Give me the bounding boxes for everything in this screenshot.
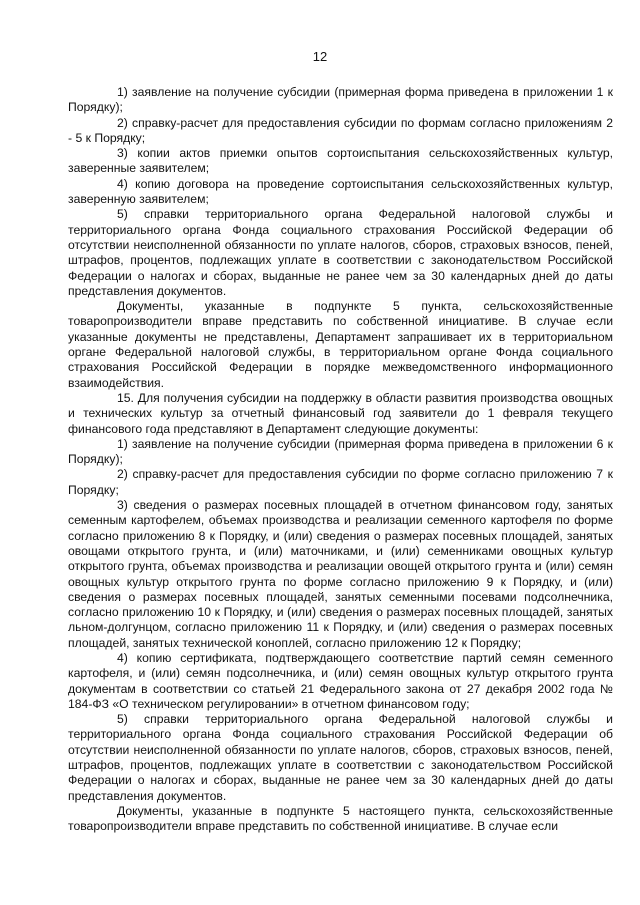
page-number: 12 — [312, 49, 328, 64]
paragraph-item-5-tax-certificates: 5) справки территориального органа Федеральной налоговой службы и территориального органа Фонда социального страхования Российской Федерации об отсутствии неисполненной обязанности по уплате налогов, сборов, страховых взносов, пеней, штрафов, процентов, подлежащих уплате в соответствии с законодательством Российской Федерации о налогах и сборах, выданные не ранее чем за 30 календарных дней до даты представления документов. — [68, 207, 613, 298]
paragraph-s15-item-3-sown-areas: 3) сведения о размерах посевных площадей в отчетном финансовом году, занятых семенным картофелем, объемах производства и реализации семенного картофеля по форме согласно приложению 8 к Порядку, и (или) сведения о размерах посевных площадей, занятых овощами открытого грунта, и (или) маточниками, и (или) семенниками овощных культур открытого грунта, объемах производства и реализации овощей открытого грунта и (или) семян овощных культур открытого грунта по форме согласно приложению 9 к Порядку, и (или) сведения о размерах посевных площадей, занятых семенными посевами подсолнечника, согласно приложению 10 к Порядку, и (или) сведения о размерах посевных площадей, занятых льном-долгунцом, согласно приложению 11 к Порядку, и (или) сведения о размерах посевных площадей, занятых технической коноплей, согласно приложению 12 к Порядку; — [68, 498, 613, 650]
document-body — [68, 85, 613, 835]
paragraph-item-1-application: 1) заявление на получение субсидии (примерная форма приведена в приложении 1 к Порядку); — [68, 85, 613, 115]
paragraph-s15-item-4-certificate: 4) копию сертификата, подтверждающего соответствие партий семян семенного картофеля, и (или) семян подсолнечника, и (или) семян овощных культур открытого грунта документам в соответствии со статьей 21 Федерального закона от 27 декабря 2002 года № 184-ФЗ «О техническом регулировании» в отчетном финансовом году; — [68, 650, 613, 711]
paragraph-s15-item-1-application: 1) заявление на получение субсидии (примерная форма приведена в приложении 6 к Порядку); — [68, 436, 613, 467]
paragraph-item-4-contract-copy: 4) копию договора на проведение сортоиспытания сельскохозяйственных культур, заверенную заявителем; — [68, 176, 613, 207]
paragraph-s15-item-2-calculation: 2) справку-расчет для предоставления субсидии по форме согласно приложению 7 к Порядку; — [68, 467, 613, 497]
paragraph-s15-item-5-tax-certificates: 5) справки территориального органа Федеральной налоговой службы и территориального органа Фонда социального страхования Российской Федерации об отсутствии неисполненной обязанности по уплате налогов, сборов, страховых взносов, пеней, штрафов, процентов, подлежащих уплате в соответствии с законодательством Российской Федерации о налогах и сборах, выданные не ранее чем за 30 календарных дней до даты представления документов. — [68, 712, 613, 803]
paragraph-item-2-calculation: 2) справку-расчет для предоставления субсидии по формам согласно приложениям 2 - 5 к Порядку; — [68, 115, 613, 145]
paragraph-section-15: 15. Для получения субсидии на поддержку в области развития производства овощных и технических культур за отчетный финансовый год заявители до 1 февраля текущего финансового года представляют в Департамент следующие документы: — [68, 390, 613, 436]
paragraph-s15-documents-initiative: Документы, указанные в подпункте 5 настоящего пункта, сельскохозяйственные товаропроизводители вправе представить по собственной инициативе. В случае если — [68, 803, 613, 834]
paragraph-documents-initiative: Документы, указанные в подпункте 5 пункта, сельскохозяйственные товаропроизводители вправе представить по собственной инициативе. В случае если указанные документы не представлены, Департамент запрашивает их в территориальном органе Федеральной налоговой службы, в территориальном органе Фонда социального страхования Российской Федерации в порядке межведомственного информационного взаимодействия. — [68, 299, 613, 390]
paragraph-item-3-acceptance-acts: 3) копии актов приемки опытов сортоиспытания сельскохозяйственных культур, заверенные заявителем; — [68, 146, 613, 176]
